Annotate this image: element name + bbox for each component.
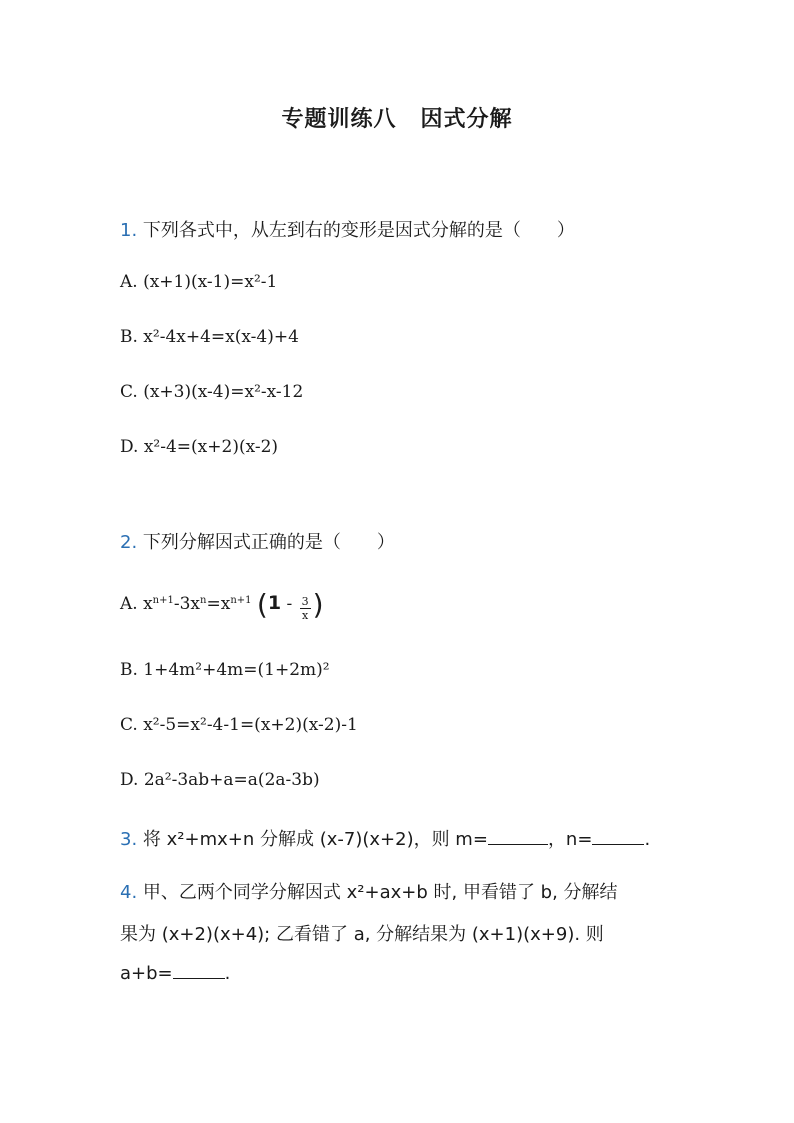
right-paren: ) bbox=[312, 588, 324, 621]
question-4-line-2: 果为 (x+2)(x+4); 乙看错了 a, 分解结果为 (x+1)(x+9). 则 bbox=[120, 924, 604, 945]
opt-a-exp2: n bbox=[200, 595, 207, 606]
fraction-numerator: 3 bbox=[301, 595, 309, 608]
question-3-text-mid: ，n= bbox=[547, 829, 593, 850]
question-2-option-b: B. 1+4m²+4m=(1+2m)² bbox=[120, 660, 330, 680]
opt-a-mid: -3x bbox=[173, 594, 201, 614]
question-1-option-c: C. (x+3)(x-4)=x²-x-12 bbox=[120, 382, 304, 402]
question-2-option-a bbox=[120, 588, 324, 622]
question-4-text-end: . bbox=[224, 963, 231, 984]
answer-blank-m[interactable] bbox=[488, 843, 548, 845]
question-1-option-d: D. x²-4=(x+2)(x-2) bbox=[120, 437, 279, 457]
question-2-number: 2. bbox=[120, 532, 138, 553]
question-2-stem bbox=[120, 528, 395, 554]
answer-blank-n[interactable] bbox=[592, 843, 644, 845]
question-1-option-b: B. x²-4x+4=x(x-4)+4 bbox=[120, 327, 299, 347]
question-4-text-1: 甲、乙两个同学分解因式 x²+ax+b 时, 甲看错了 b, 分解结 bbox=[142, 882, 618, 903]
question-1-stem bbox=[120, 216, 575, 242]
question-1-text: 下列各式中，从左到右的变形是因式分解的是（ ） bbox=[142, 220, 575, 241]
question-3 bbox=[120, 825, 650, 851]
opt-a-one: 1 bbox=[267, 592, 282, 614]
answer-blank-ab[interactable] bbox=[173, 977, 225, 979]
question-2-option-d: D. 2a²-3ab+a=a(2a-3b) bbox=[120, 770, 320, 790]
question-3-text-end: . bbox=[644, 829, 651, 850]
title-right: 因式分解 bbox=[420, 107, 513, 132]
question-4-text-3: a+b= bbox=[120, 963, 173, 984]
opt-a-exp3: n+1 bbox=[230, 595, 252, 606]
fraction-denominator: x bbox=[302, 609, 309, 622]
question-2-option-c: C. x²-5=x²-4-1=(x+2)(x-2)-1 bbox=[120, 715, 358, 735]
question-3-number: 3. bbox=[120, 829, 138, 850]
question-4-line-1 bbox=[120, 878, 618, 904]
question-4-number: 4. bbox=[120, 882, 138, 903]
question-3-text-pre: 将 x²+mx+n 分解成 (x-7)(x+2)，则 m= bbox=[142, 829, 488, 850]
opt-a-exp1: n+1 bbox=[152, 595, 174, 606]
question-2-text: 下列分解因式正确的是（ ） bbox=[142, 532, 395, 553]
opt-a-eq: =x bbox=[206, 594, 231, 614]
question-1-option-a: A. (x+1)(x-1)=x²-1 bbox=[120, 272, 278, 292]
left-paren: ( bbox=[256, 588, 268, 621]
fraction bbox=[300, 595, 311, 622]
question-1-number: 1. bbox=[120, 220, 138, 241]
page-title bbox=[0, 102, 794, 133]
question-4-line-3 bbox=[120, 963, 230, 984]
title-left: 专题训练八 bbox=[281, 107, 397, 132]
opt-a-minus: - bbox=[286, 594, 293, 614]
opt-a-prefix: A. x bbox=[120, 594, 153, 614]
